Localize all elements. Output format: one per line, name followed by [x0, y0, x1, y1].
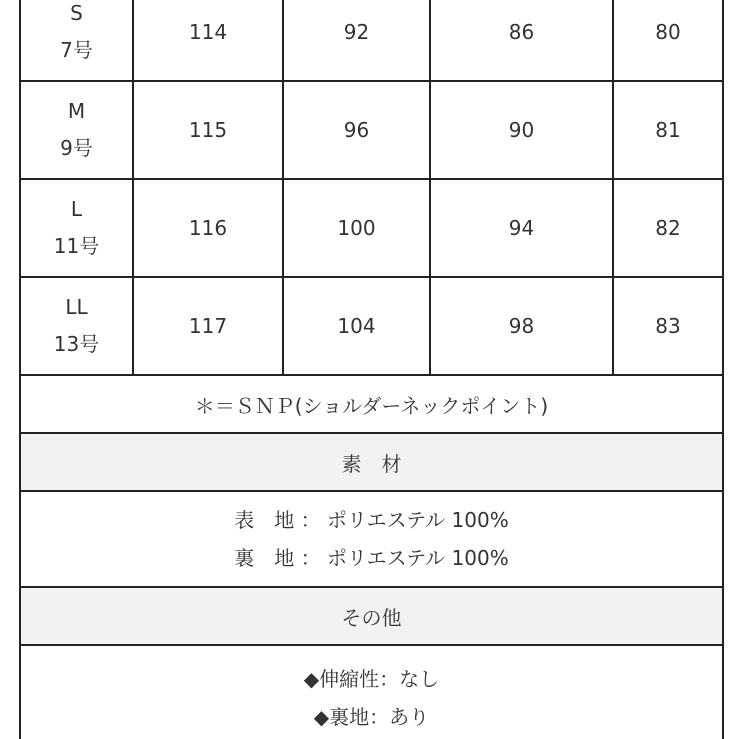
measurement-cell: 117 — [134, 278, 284, 374]
measurement-cell: 94 — [431, 180, 614, 276]
table-row — [21, 180, 722, 278]
measurement-cell: 116 — [134, 180, 284, 276]
table-row — [21, 82, 722, 180]
lining-fabric-label: 裏 地 — [234, 546, 295, 570]
measurement-cell: 96 — [284, 82, 431, 178]
measurement-cell: 83 — [655, 314, 681, 338]
measurement-cell: 98 — [431, 278, 614, 374]
material-details — [21, 492, 722, 588]
size-label: L — [70, 197, 83, 221]
measurement-cell: 92 — [284, 0, 431, 80]
stretch-item: ◆伸縮性：なし — [303, 667, 440, 691]
lining-fabric-value: ポリエステル 100% — [326, 546, 509, 570]
table-row — [21, 0, 722, 82]
size-label: S — [70, 1, 83, 25]
material-heading: 素 材 — [21, 434, 722, 492]
separator: ： — [300, 546, 321, 570]
size-cell — [21, 0, 134, 80]
size-spec-table — [19, 0, 724, 739]
size-number: 7号 — [60, 38, 93, 62]
size-number: 9号 — [60, 136, 93, 160]
size-cell — [21, 278, 134, 374]
size-label: M — [67, 99, 86, 123]
measurement-cell: 86 — [431, 0, 614, 80]
measurement-cell: 82 — [655, 216, 681, 240]
other-heading: その他 — [21, 588, 722, 646]
size-number: 11号 — [53, 234, 100, 258]
measurement-cell: 115 — [134, 82, 284, 178]
lining-item: ◆裏地：あり — [313, 705, 430, 729]
table-row — [21, 278, 722, 376]
measurement-cell: 100 — [284, 180, 431, 276]
other-details — [21, 646, 722, 739]
separator: ： — [300, 508, 321, 532]
size-cell — [21, 180, 134, 276]
measurement-cell: 81 — [655, 118, 681, 142]
snp-note: ＊＝ＳＮＰ(ショルダーネックポイント) — [21, 376, 722, 434]
size-number: 13号 — [53, 332, 100, 356]
measurement-cell: 114 — [134, 0, 284, 80]
measurement-cell: 104 — [284, 278, 431, 374]
size-cell — [21, 82, 134, 178]
lining-fabric-line — [234, 539, 508, 577]
measurement-cell: 80 — [655, 20, 681, 44]
outer-fabric-line — [234, 501, 508, 539]
measurement-cell: 90 — [431, 82, 614, 178]
outer-fabric-value: ポリエステル 100% — [326, 508, 509, 532]
outer-fabric-label: 表 地 — [234, 508, 295, 532]
size-label: LL — [65, 295, 88, 319]
